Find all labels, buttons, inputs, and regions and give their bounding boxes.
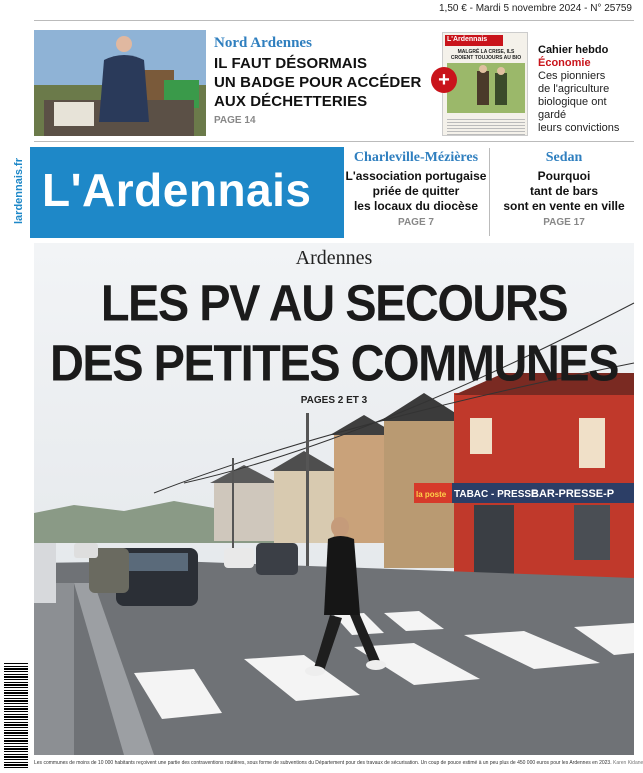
site-url: lardennais.fr — [13, 157, 25, 225]
issue-info: 1,50 € - Mardi 5 novembre 2024 - N° 25759 — [439, 3, 632, 14]
teaser-sedan-page: PAGE 17 — [543, 217, 585, 228]
supplement-cover-thumbnail — [438, 32, 528, 136]
teaser-supplement[interactable] — [440, 30, 636, 138]
divider — [34, 20, 634, 21]
shop-sign-2: BAR-PRESSE-P — [531, 488, 615, 500]
top-info-bar — [0, 0, 640, 20]
supplement-section: Économie — [538, 57, 591, 69]
mini-headline: MALGRÉ LA CRISE, ILS CROIENT TOUJOURS AU BIO — [450, 49, 522, 61]
divider — [489, 148, 490, 236]
teaser-charleville[interactable] — [344, 150, 488, 228]
main-headline-line-1: LES PV AU SECOURS — [100, 273, 568, 332]
teaser-top-headline: IL FAUT DÉSORMAIS UN BADGE POUR ACCÉDER AUX DÉCHETTERIES — [214, 55, 422, 110]
newspaper-logo: L'Ardennais — [42, 164, 312, 216]
plus-icon: + — [431, 67, 457, 93]
supplement-blurb: Ces pionniers de l'agriculture biologique ont gardé leurs convictions — [538, 70, 620, 134]
teaser-sedan-headline: Pourquoi tant de bars sont en vente en ville — [503, 169, 625, 213]
teaser-sedan-kicker: Sedan — [545, 150, 583, 165]
teaser-sedan[interactable] — [492, 150, 636, 228]
shop-brand: la poste — [416, 490, 447, 499]
teaser-top[interactable] — [34, 30, 434, 138]
teaser-charleville-kicker: Charleville-Mézières — [353, 150, 479, 165]
shop-sign: TABAC - PRESSE — [454, 489, 538, 500]
main-headline-line-2: DES PETITES COMMUNES — [49, 333, 618, 392]
barcode — [4, 662, 28, 768]
main-story-region: Ardennes — [295, 247, 373, 269]
teaser-top-photo — [34, 30, 206, 136]
photo-credit: Karen Kidane — [612, 760, 643, 766]
teaser-top-page: PAGE 14 — [214, 115, 256, 126]
main-story-pages: PAGES 2 ET 3 — [300, 395, 368, 406]
teaser-charleville-headline: L'association portugaise priée de quitter les locaux du diocèse — [345, 169, 487, 213]
mini-logo: L'Ardennais — [445, 35, 503, 46]
photo-caption: Les communes de moins de 10 000 habitants reçoivent une partie des contraventions routières, sous forme de subventions du Département pour des travaux de sécurisation. Un coup de pouce estimé à un peu plus de 450 000 euros pour les Ardennes en 2023. Karen Kidane — [34, 760, 643, 766]
main-story[interactable] — [34, 243, 634, 755]
teaser-top-kicker: Nord Ardennes — [214, 35, 312, 51]
masthead-url-band — [6, 147, 32, 238]
teaser-charleville-page: PAGE 7 — [398, 217, 434, 228]
supplement-title: Cahier hebdo — [538, 44, 609, 56]
divider — [34, 141, 634, 142]
masthead[interactable] — [6, 147, 344, 238]
